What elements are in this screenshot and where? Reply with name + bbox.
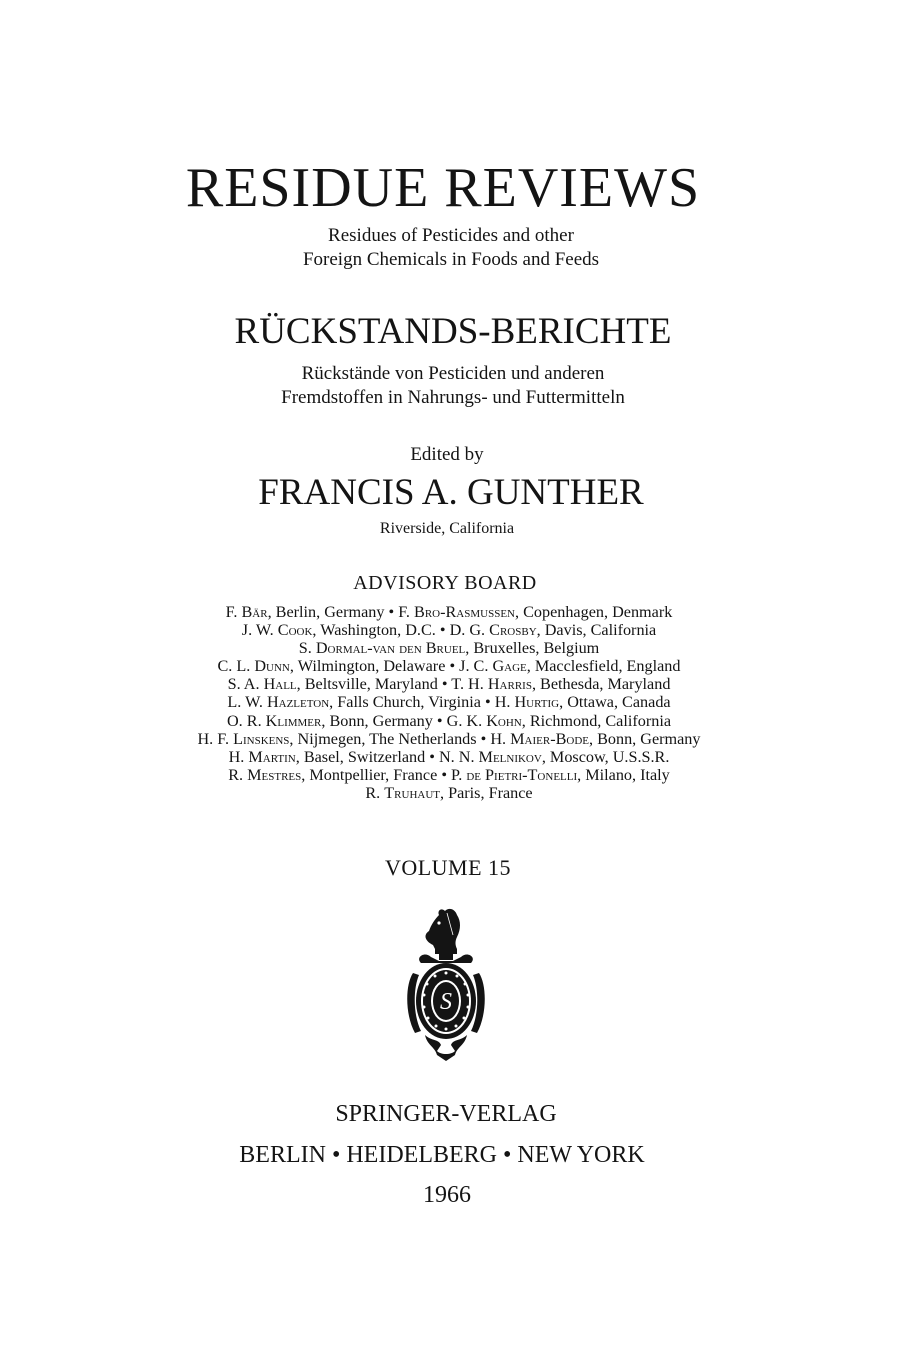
bullet-separator: • [425,747,439,766]
advisory-board-member: D. G. Crosby, Davis, California [449,621,657,640]
member-location: , Bonn, Germany [589,729,701,748]
subtitle-english [2,224,898,272]
svg-text:S: S [440,989,452,1015]
bullet-separator: • [476,729,491,748]
bullet-separator: • [435,621,450,640]
member-location: , Davis, California [536,621,657,640]
member-surname: Truhaut [384,783,441,802]
member-location: , Washington, D.C. [312,621,436,640]
editor-name: FRANCIS A. GUNTHER [258,472,644,513]
member-surname: Hurtig [514,693,560,712]
member-location: , Richmond, California [521,711,672,730]
advisory-board-list [0,603,898,802]
member-location: , Moscow, U.S.S.R. [541,747,670,766]
member-surname: Hall [263,675,297,694]
member-location: , Berlin, Germany [267,603,385,621]
member-surname: Cook [277,621,313,640]
member-location: , Macclesfield, England [526,657,681,676]
member-surname: Klimmer [265,711,322,730]
publication-year: 1966 [423,1182,471,1208]
member-surname: Bro-Rasmussen [414,603,515,621]
advisory-board-member: S. A. Hall, Beltsville, Maryland [227,675,438,694]
subtitle-german-line-2: Fremdstoffen in Nahrungs- und Futtermitteln [281,387,625,408]
subtitle-english-line-2: Foreign Chemicals in Foods and Feeds [302,249,600,270]
member-surname: Maier-Bode [510,729,589,748]
advisory-board-line [0,766,898,784]
advisory-board-member: L. W. Hazleton, Falls Church, Virginia [227,693,481,712]
advisory-board-member: R. Truhaut, Paris, France [365,783,533,802]
springer-knight-emblem-icon [395,905,495,1065]
bullet-separator: • [437,675,452,694]
member-location: , Copenhagen, Denmark [514,603,673,621]
advisory-board-line [0,657,898,675]
editor-location: Riverside, California [379,520,515,537]
member-surname: Linskens [233,729,290,748]
advisory-board-line [0,712,898,730]
advisory-board-member: P. de Pietri-Tonelli, Milano, Italy [451,765,670,784]
member-location: , Montpellier, France [301,765,438,784]
member-location: , Bruxelles, Belgium [465,639,600,658]
german-title: RÜCKSTANDS-BERICHTE [234,311,672,352]
bullet-separator: • [445,657,460,676]
bullet-separator: • [384,603,399,621]
member-surname: de Pietri-Tonelli [466,765,578,784]
subtitle-english-line-1: Residues of Pesticides and other [328,225,574,246]
advisory-board-member: J. C. Gage, Macclesfield, England [459,657,681,676]
member-surname: Crosby [489,621,537,640]
member-location: , Bethesda, Maryland [531,675,671,694]
advisory-board-member: R. Mestres, Montpellier, France [228,765,438,784]
advisory-board-line [0,730,898,748]
subtitle-german-line-1: Rückstände von Pesticiden und anderen [301,363,605,384]
advisory-board-member: O. R. Klimmer, Bonn, Germany [226,711,433,730]
bullet-separator: • [480,693,495,712]
advisory-board-line [0,621,898,639]
member-location: , Paris, France [440,783,533,802]
advisory-board-member: C. L. Dunn, Wilmington, Delaware [217,657,446,676]
member-location: , Basel, Switzerland [295,747,426,766]
main-title: RESIDUE REVIEWS [185,157,701,219]
member-surname: Bär [241,603,268,621]
member-surname: Martin [248,747,296,766]
advisory-board-member: J. W. Cook, Washington, D.C. [241,621,436,640]
advisory-board-heading: ADVISORY BOARD [353,572,537,594]
advisory-board-member: T. H. Harris, Bethesda, Maryland [451,675,671,694]
member-surname: Hazleton [266,693,330,712]
publisher-cities: BERLIN • HEIDELBERG • NEW YORK [239,1142,645,1168]
member-surname: Mestres [247,765,302,784]
member-location: , Milano, Italy [577,765,670,784]
member-location: , Wilmington, Delaware [289,657,446,676]
volume-number: VOLUME 15 [384,855,512,880]
advisory-board-member: F. Bär, Berlin, Germany [225,603,385,621]
member-surname: Gage [492,657,527,676]
advisory-board-member: N. N. Melnikov, Moscow, U.S.S.R. [438,747,670,766]
advisory-board-member: S. Dormal-van den Bruel, Bruxelles, Belgium [298,639,600,658]
member-location: , Bonn, Germany [321,711,433,730]
advisory-board-member: H. Martin, Basel, Switzerland [228,747,426,766]
subtitle-german [4,362,898,410]
member-surname: Dunn [254,657,290,676]
advisory-board-member: G. K. Kohn, Richmond, California [446,711,672,730]
advisory-board-line [0,675,898,693]
member-surname: Dormal-van den Bruel [315,639,466,658]
bullet-separator: • [432,711,447,730]
bullet-separator: • [437,765,452,784]
member-surname: Kohn [486,711,522,730]
member-location: , Falls Church, Virginia [329,693,481,712]
member-surname: Harris [487,675,532,694]
advisory-board-member: H. F. Linskens, Nijmegen, The Netherlands [197,729,477,748]
member-location: , Nijmegen, The Netherlands [289,729,477,748]
advisory-board-line [0,639,898,657]
advisory-board-line [0,748,898,766]
advisory-board-member: H. Hurtig, Ottawa, Canada [494,693,671,712]
advisory-board-line [0,693,898,711]
edited-by-label: Edited by [410,444,484,465]
member-location: , Ottawa, Canada [559,693,671,712]
publisher-name: SPRINGER-VERLAG [335,1101,557,1127]
advisory-board-member: H. Maier-Bode, Bonn, Germany [490,729,701,748]
advisory-board-line [0,603,898,621]
member-surname: Melnikov [478,747,542,766]
advisory-board-member: F. Bro-Rasmussen, Copenhagen, Denmark [398,603,673,621]
member-location: , Beltsville, Maryland [296,675,438,694]
advisory-board-line [0,784,898,802]
